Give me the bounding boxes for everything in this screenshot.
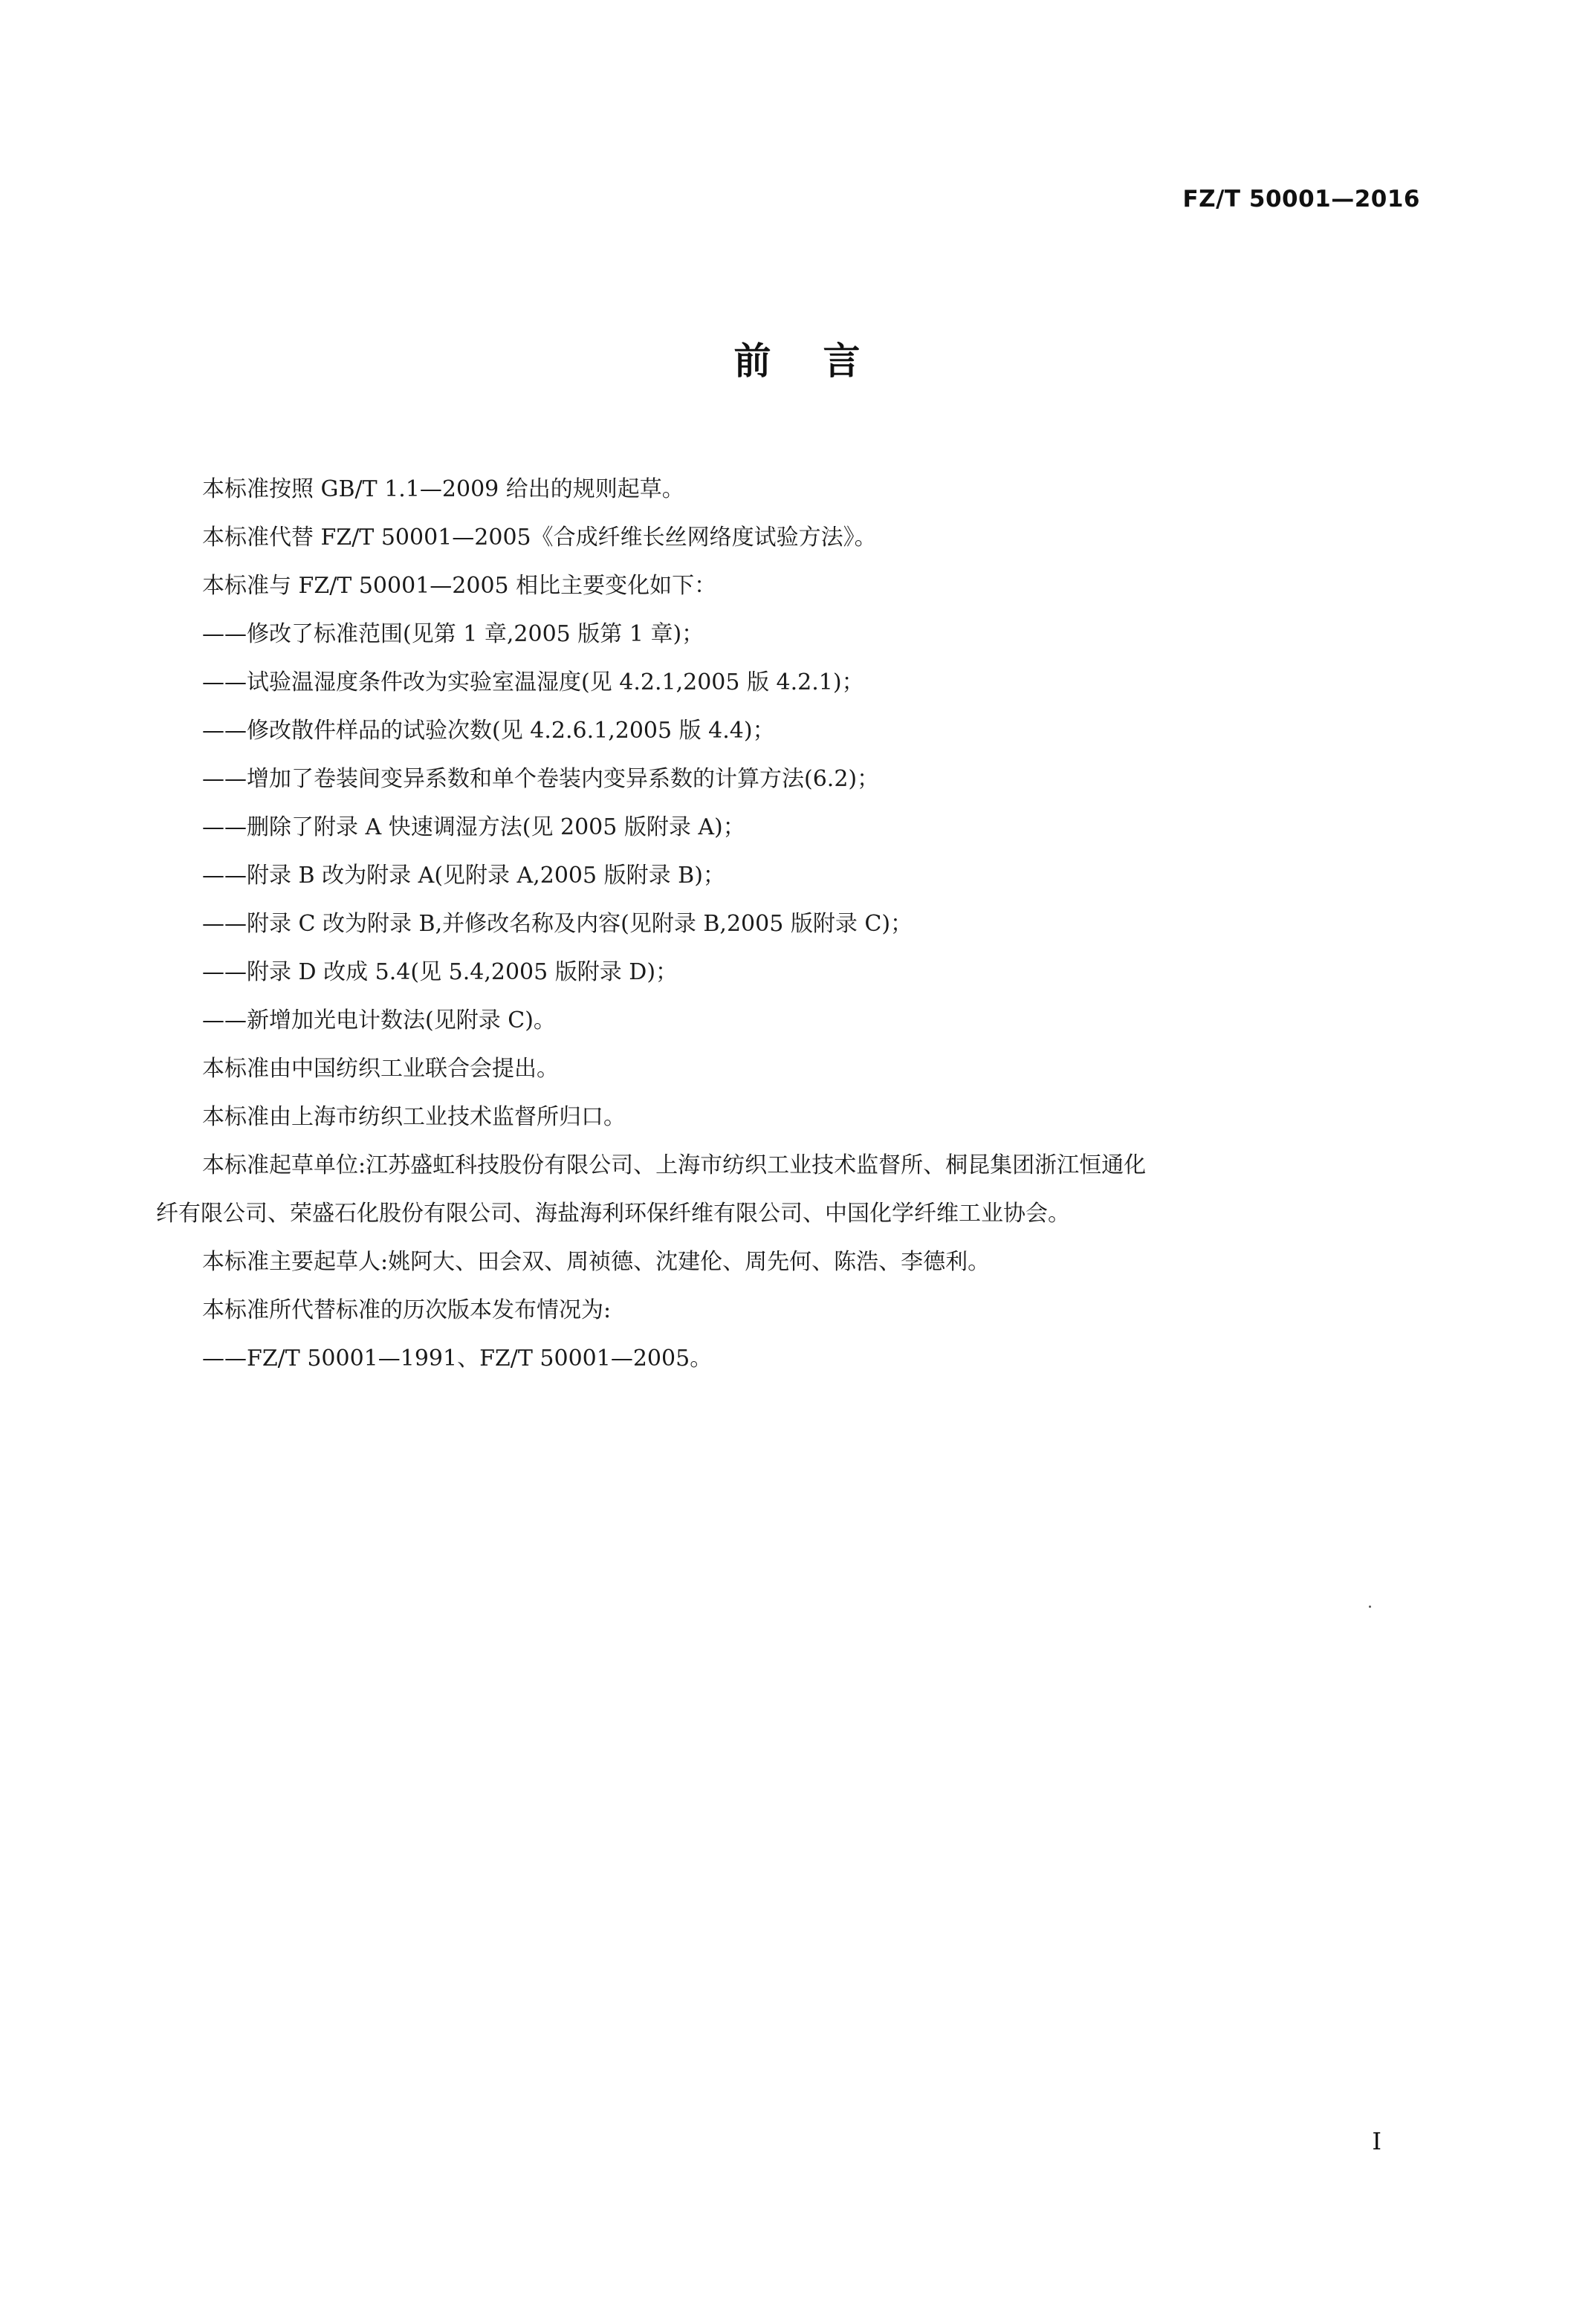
list-item: ——附录 C 改为附录 B,并修改名称及内容(见附录 B,2005 版附录 C)；	[202, 911, 913, 937]
list-item: ——增加了卷装间变异系数和单个卷装内变异系数的计算方法(6.2)；	[202, 766, 880, 792]
list-item: ——试验温湿度条件改为实验室温湿度(见 4.2.1,2005 版 4.2.1)；	[202, 669, 864, 695]
standard-code: FZ/T 50001—2016	[1182, 186, 1420, 212]
drafting-units-paragraph	[156, 1141, 1428, 1238]
drafting-units-line1: 本标准起草单位:江苏盛虹科技股份有限公司、上海市纺织工业技术监督所、桐昆集团浙江恒通化	[202, 1152, 1147, 1178]
drafting-units-line2: 纤有限公司、荣盛石化股份有限公司、海盐海利环保纤维有限公司、中国化学纤维工业协会。	[156, 1201, 1070, 1227]
list-item: ——修改了标准范围(见第 1 章,2005 版第 1 章)；	[202, 621, 704, 647]
paragraph: 本标准按照 GB/T 1.1—2009 给出的规则起草。	[202, 476, 684, 502]
page-number: I	[1372, 2127, 1381, 2155]
paragraph: 本标准与 FZ/T 50001—2005 相比主要变化如下：	[202, 573, 717, 599]
paragraph: 本标准主要起草人:姚阿大、田会双、周祯德、沈建伦、周先何、陈浩、李德利。	[202, 1249, 991, 1275]
list-item: ——FZ/T 50001—1991、FZ/T 50001—2005。	[202, 1346, 713, 1372]
paragraph: 本标准由上海市纺织工业技术监督所归口。	[202, 1104, 626, 1130]
list-item: ——附录 D 改成 5.4(见 5.4,2005 版附录 D)；	[202, 959, 678, 985]
foreword-body	[156, 465, 1428, 1383]
page-title: 前言	[733, 340, 913, 383]
paragraph: 本标准所代替标准的历次版本发布情况为:	[202, 1297, 612, 1323]
list-item: ——新增加光电计数法(见附录 C)。	[202, 1007, 556, 1033]
paragraph: 本标准代替 FZ/T 50001—2005《合成纤维长丝网络度试验方法》。	[202, 525, 877, 551]
list-item: ——附录 B 改为附录 A(见附录 A,2005 版附录 B)；	[202, 863, 725, 889]
paragraph: 本标准由中国纺织工业联合会提出。	[202, 1056, 559, 1082]
scan-speck	[1369, 1606, 1371, 1608]
list-item: ——修改散件样品的试验次数(见 4.2.6.1,2005 版 4.4)；	[202, 718, 775, 744]
list-item: ——删除了附录 A 快速调湿方法(见 2005 版附录 A)；	[202, 814, 745, 840]
